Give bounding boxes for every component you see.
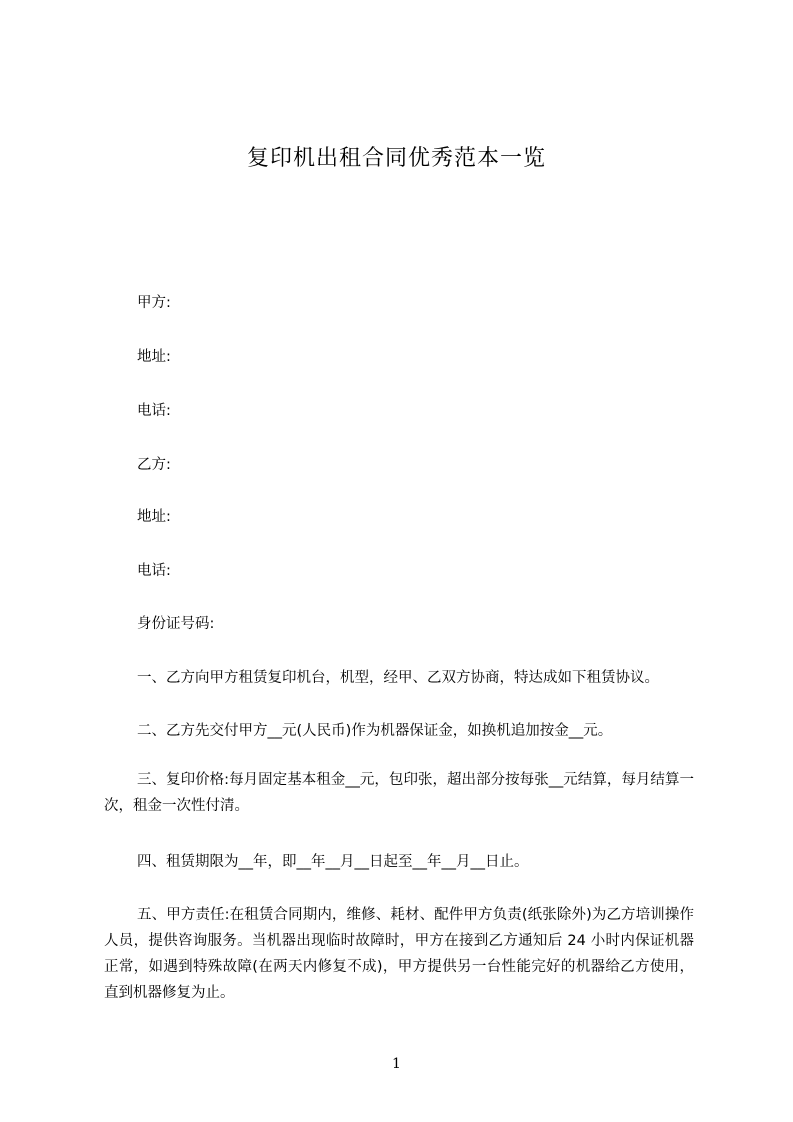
document-title: 复印机出租合同优秀范本一览 <box>246 146 546 171</box>
party-a-address-label: 地址: <box>137 349 171 365</box>
clause-2: 二、乙方先交付甲方__元(人民币)作为机器保证金，如换机追加按金__元。 <box>137 723 613 739</box>
clause-4: 四、租赁期限为__年，即__年__月__日起至__年__月__日止。 <box>137 854 529 870</box>
clause-5: 五、甲方责任:在租赁合同期内，维修、耗材、配件甲方负责(纸张除外)为乙方培训操作人员，提供咨询服务。当机器出现临时故障时，甲方在接到乙方通知后 24 小时内保证机器正常，如遇到特殊故障(在两天内修复不成)，甲方提供另一台性能完好的机器给乙方使用，直到机器修复为止。 <box>104 907 694 1001</box>
party-a-label: 甲方: <box>137 295 171 311</box>
party-a-phone-label: 电话: <box>137 403 171 419</box>
page-number: 1 <box>392 1056 401 1072</box>
clause-1: 一、乙方向甲方租赁复印机台，机型，经甲、乙双方协商，特达成如下租赁协议。 <box>137 670 659 686</box>
party-b-phone-label: 电话: <box>137 563 171 579</box>
id-number-label: 身份证号码: <box>137 616 215 632</box>
party-b-address-label: 地址: <box>137 509 171 525</box>
clause-3: 三、复印价格:每月固定基本租金__元，包印张，超出部分按每张__元结算，每月结算一次，租金一次性付清。 <box>104 772 694 814</box>
party-b-label: 乙方: <box>137 457 171 473</box>
